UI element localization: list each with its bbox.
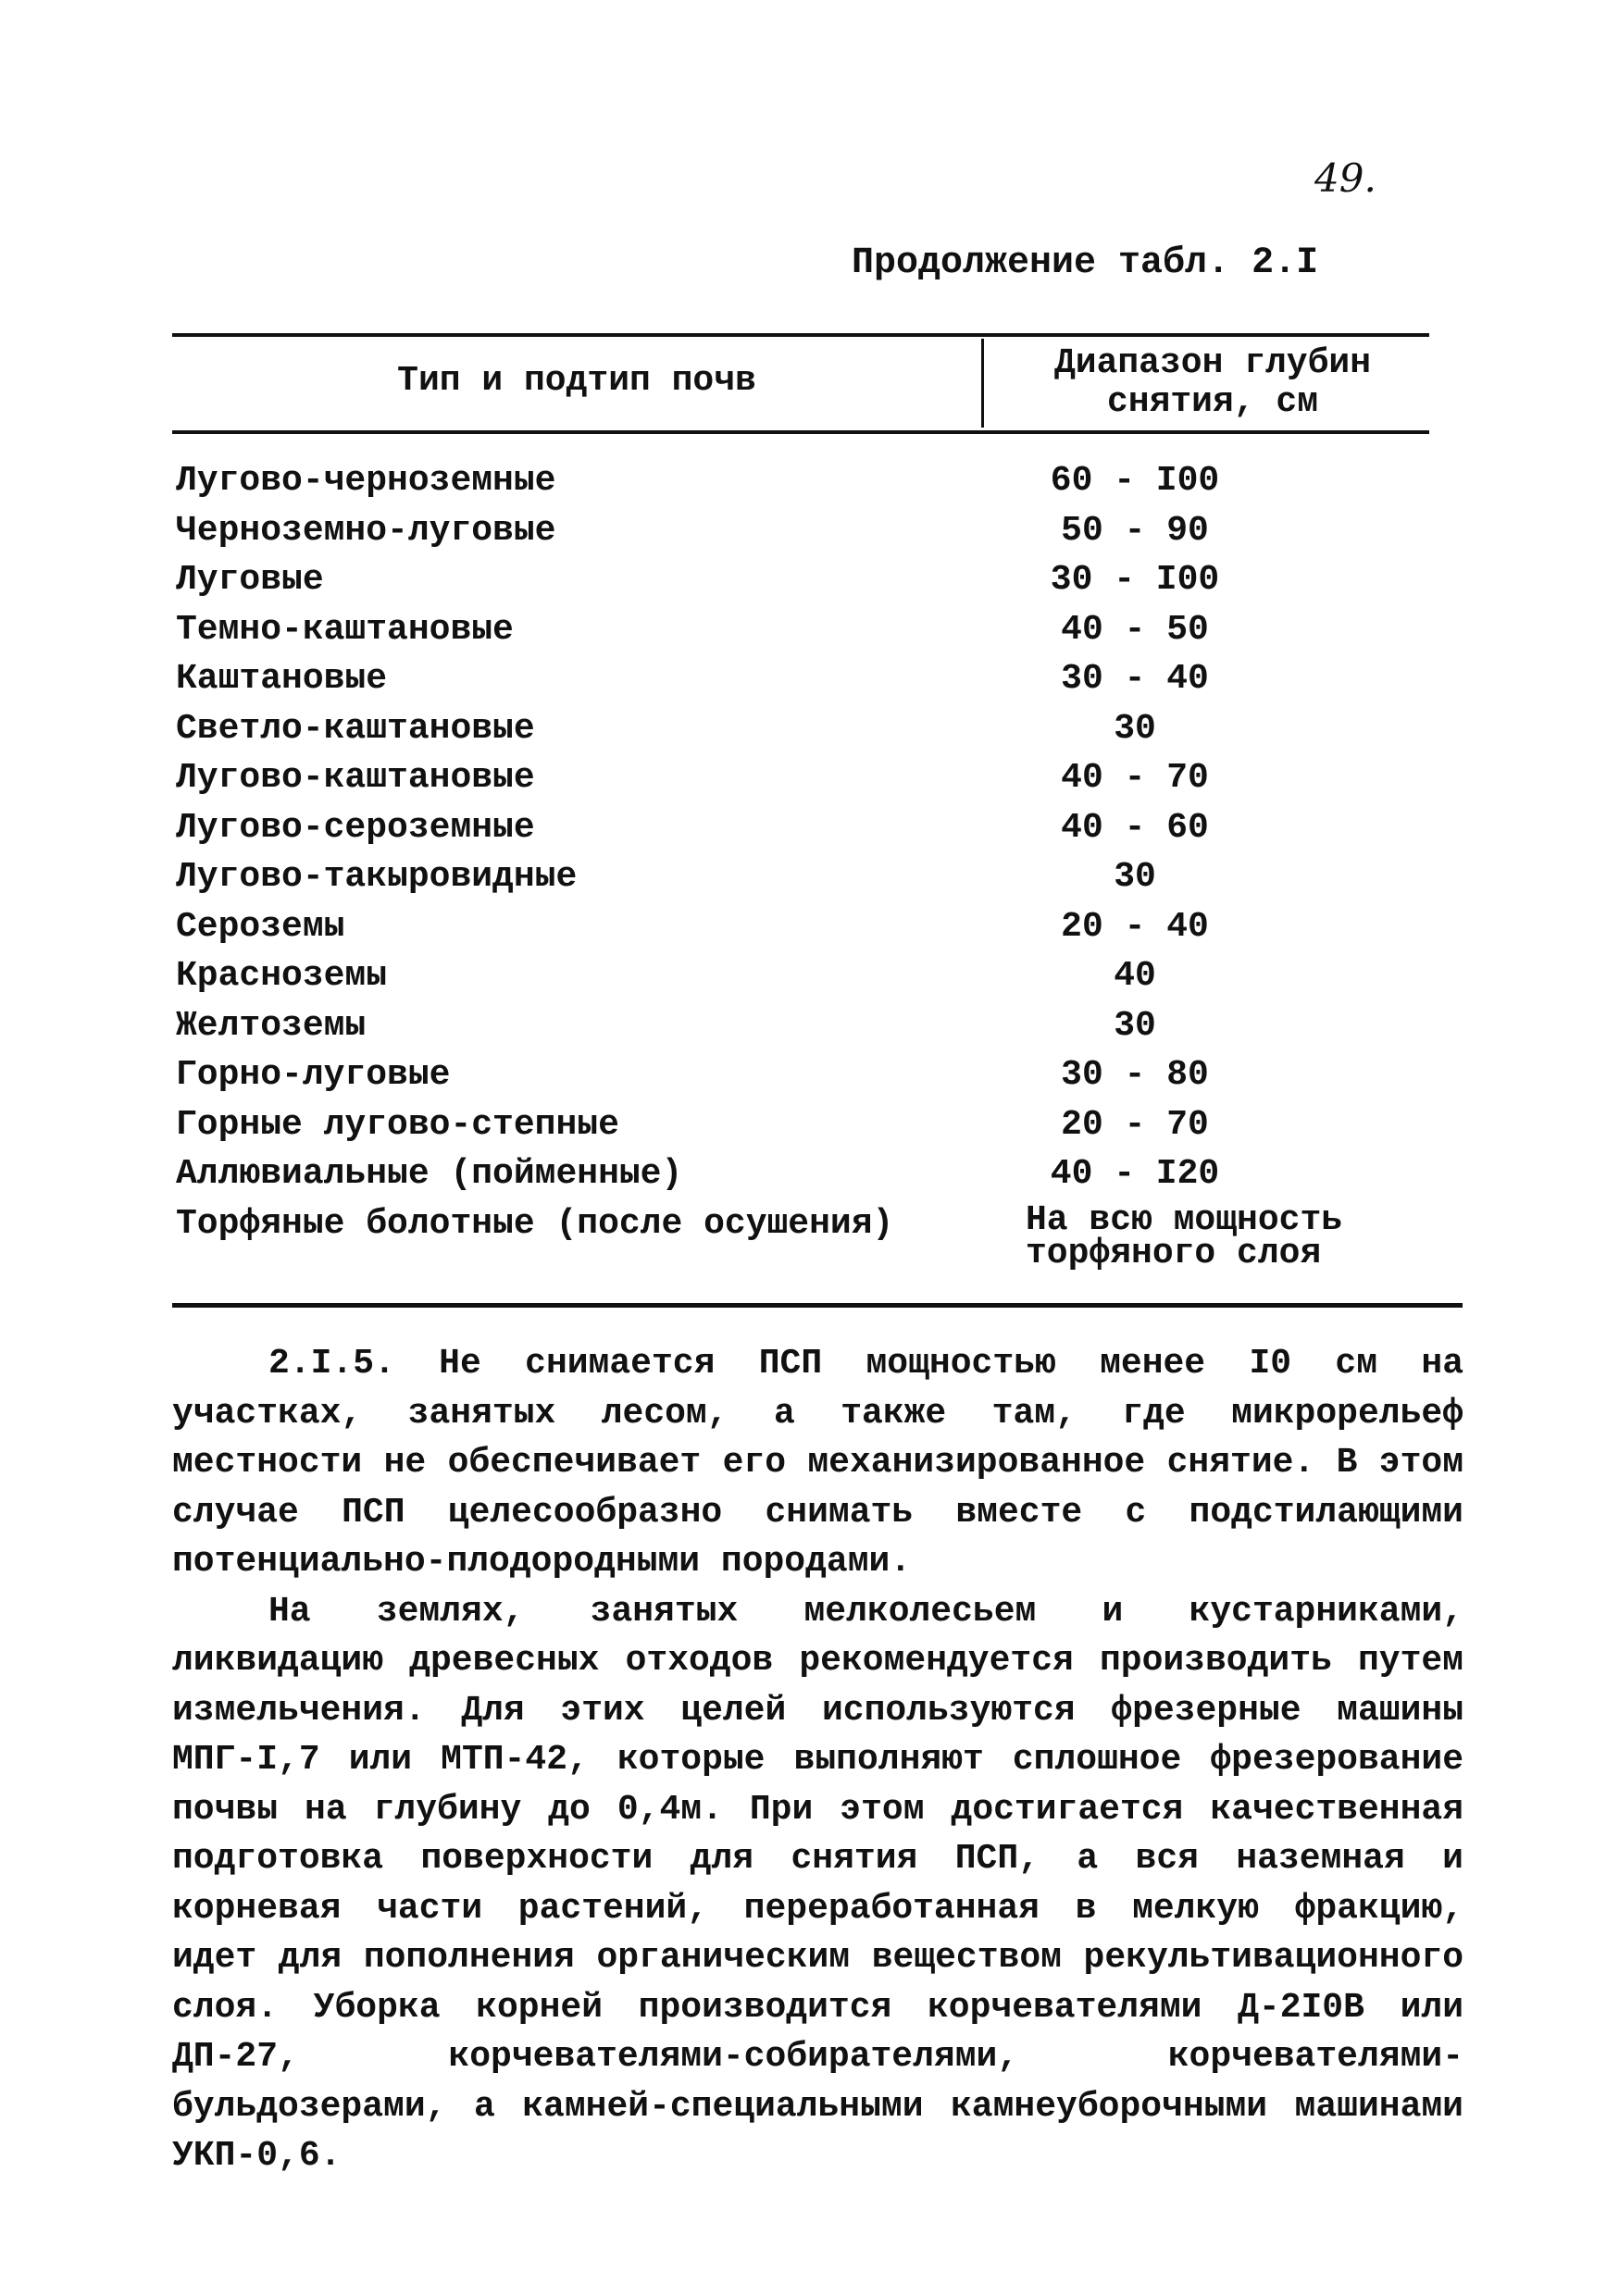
soil-type-cell: Темно-каштановые — [176, 609, 514, 650]
depth-range-cell: 40 — [1114, 956, 1156, 996]
table-row — [172, 752, 1450, 802]
depth-range-cell: 30 - I00 — [1050, 560, 1220, 600]
depth-range-cell: 30 — [1114, 857, 1156, 897]
soil-type-cell: Лугово-черноземные — [176, 461, 556, 501]
soil-type-cell: Горные лугово-степные — [176, 1104, 619, 1145]
soil-type-cell: Красноземы — [176, 956, 388, 996]
soil-type-cell: Черноземно-луговые — [176, 510, 556, 551]
table-row — [172, 455, 1450, 505]
depth-range-cell: 40 - I20 — [1050, 1154, 1220, 1194]
table-row — [172, 653, 1450, 703]
table-row — [172, 703, 1450, 753]
depth-range-cell: 30 - 80 — [1061, 1055, 1209, 1095]
column-header-soil-type: Тип и подтип почв — [397, 361, 756, 401]
depth-range-cell: 30 - 40 — [1061, 659, 1209, 699]
soil-type-cell: Лугово-такыровидные — [176, 857, 578, 897]
soil-type-cell: Луговые — [176, 560, 324, 600]
column-header-depth-range: Диапазон глубин снятия, см — [1053, 343, 1372, 422]
soil-type-cell: Торфяные болотные (после осушения) — [176, 1203, 894, 1244]
table-row — [172, 1049, 1450, 1099]
table-row — [172, 604, 1450, 654]
table-row — [172, 950, 1450, 1000]
soil-type-cell: Светло-каштановые — [176, 708, 535, 749]
depth-range-cell: 30 — [1114, 1005, 1156, 1046]
table-row — [172, 851, 1450, 901]
depth-range-cell: 40 - 50 — [1061, 609, 1209, 650]
soil-table-body — [172, 455, 1450, 1273]
table-header-rule — [172, 430, 1429, 434]
soil-type-cell: Аллювиальные (пойменные) — [176, 1154, 683, 1194]
depth-range-cell: 50 - 90 — [1061, 510, 1209, 551]
soil-type-cell: Желтоземы — [176, 1005, 367, 1046]
paragraph-2-1-5: 2.I.5. Не снимается ПСП мощностью менее I0 см на участках, занятых лесом, а также там, где микрорельеф местности не обеспечивает его механизированное снятие. В этом случае ПСП целесообразно снимать вместе с подстилающими потенциально-плодородными породами. — [172, 1344, 1463, 1582]
table-row — [172, 554, 1450, 604]
depth-range-cell: 30 — [1114, 708, 1156, 749]
depth-range-cell: 20 - 40 — [1061, 906, 1209, 947]
depth-range-cell: 20 - 70 — [1061, 1104, 1209, 1145]
table-row — [172, 1099, 1450, 1149]
table-row — [172, 901, 1450, 951]
table-row — [172, 802, 1450, 852]
paragraph-shrub-clearing: На землях, занятых мелколесьем и кустарниками, ликвидацию древесных отходов рекомендуется производить путем измельчения. Для этих целей используются фрезерные машины МПГ-I,7 или МТП-42, которые выполняют сплошное фрезерование почвы на глубину до 0,4м. При этом достигается качественная подготовка поверхности для снятия ПСП, а вся наземная и корневая части растений, переработанная в мелкую фракцию, идет для пополнения органическим веществом рекультивационного слоя. Уборка корней производится корчевателями Д-2I0В или ДП-27, корчевателями-собирателями, корчевателями-бульдозерами, а камней-специальными камнеуборочными машинами УКП-0,6. — [172, 1591, 1463, 2176]
soil-type-cell: Лугово-сероземные — [176, 807, 535, 848]
soil-type-cell: Лугово-каштановые — [176, 758, 535, 798]
header-column-separator — [981, 339, 984, 428]
table-row — [172, 505, 1450, 555]
soil-type-cell: Каштановые — [176, 659, 388, 699]
depth-range-cell: 60 - I00 — [1050, 461, 1220, 501]
table-bottom-rule — [172, 1303, 1463, 1308]
depth-range-cell: 40 - 60 — [1061, 807, 1209, 848]
body-text — [172, 1339, 1463, 2181]
depth-range-cell: 40 - 70 — [1061, 758, 1209, 798]
page-number: 49. — [1314, 155, 1376, 201]
depth-range-cell: На всю мощность торфяного слоя — [1026, 1199, 1343, 1273]
soil-type-cell: Сероземы — [176, 906, 345, 947]
soil-type-cell: Горно-луговые — [176, 1055, 451, 1095]
table-top-rule — [172, 333, 1429, 337]
table-row — [172, 1000, 1450, 1050]
table-caption: Продолжение табл. 2.I — [852, 242, 1319, 284]
table-row — [172, 1148, 1450, 1198]
table-row — [172, 1198, 1450, 1273]
